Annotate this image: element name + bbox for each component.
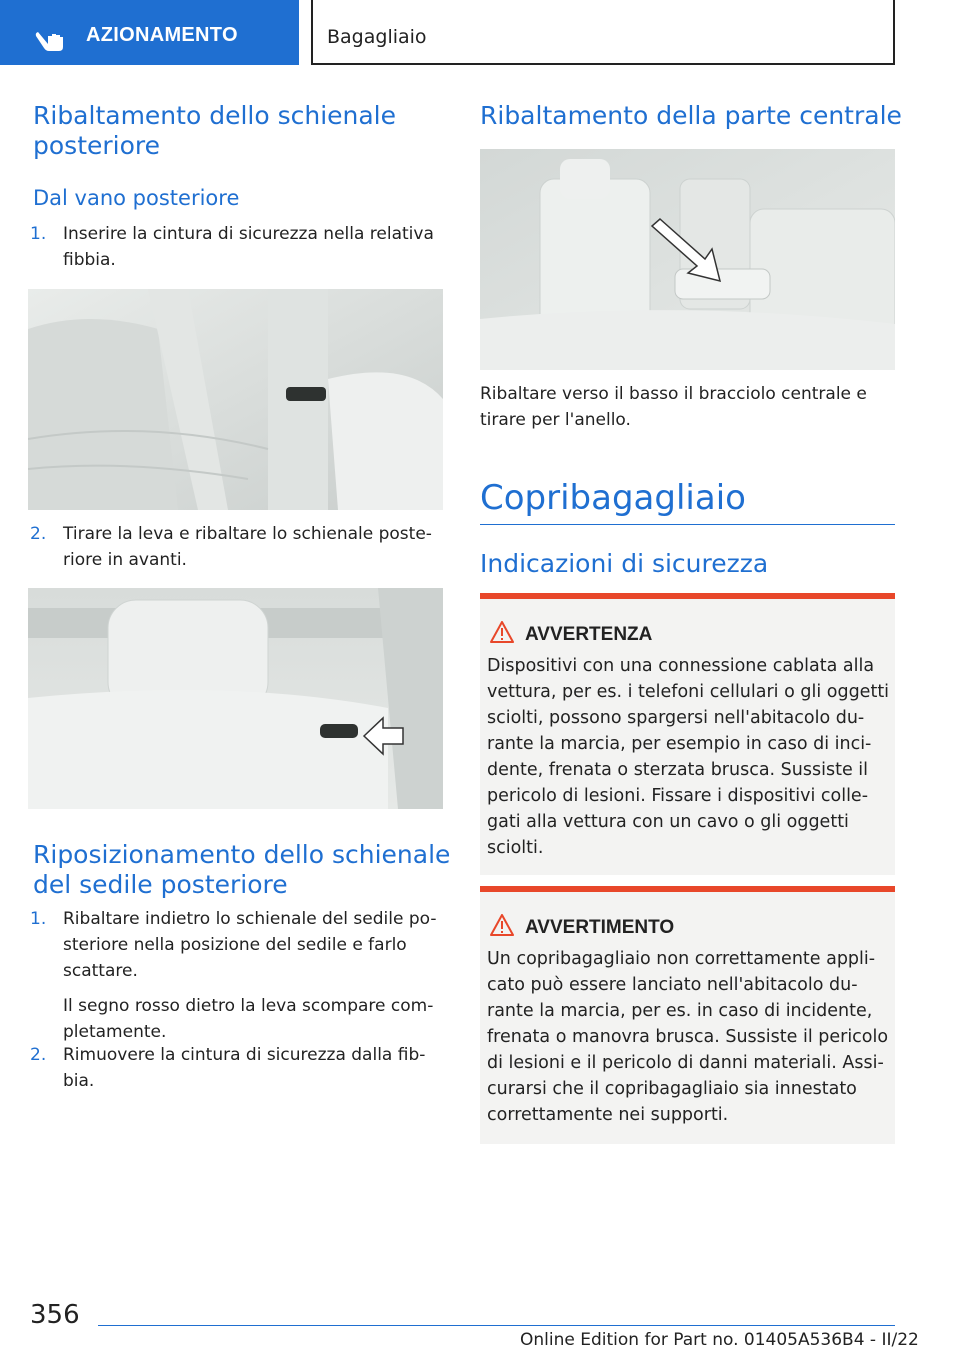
heading-riposizionamento: Riposizionamento dello schienale del sedile posteriore [33,840,451,899]
heading-ribaltamento-schienale: Ribaltamento dello schienale posteriore [33,101,397,160]
warning-box-avvertimento [480,886,895,1144]
photo-seatbelt-buckle [28,289,443,510]
subheading-vano-posteriore: Dal vano posteriore [33,186,240,210]
footer-rule [98,1325,895,1326]
chapter-rule [480,524,895,525]
warning-text: Un copribagagliaio non correttamente appli- cato può essere lanciato nell'abitacolo du- rante la marcia, per es. in caso di incidente, frenata o manovra brusca. Sussiste il pericolo di lesioni e il pericolo di danni materiali. Assi- curarsi che il copribagagliaio sia innestato correttamente nei supporti. [487,949,889,1125]
chapter-title: Copribagagliaio [480,478,746,518]
warning-triangle-icon [490,621,514,643]
warning-triangle-icon [490,914,514,936]
photo-center-armrest [480,149,895,370]
step-item: 1. Inserire la cintura di sicurezza nella relativa fibbia. [30,224,434,270]
heading-parte-centrale: Ribaltamento della parte centrale [480,101,902,130]
warning-title: AVVERTIMENTO [525,917,675,938]
warning-title: AVVERTENZA [525,624,653,645]
section-tab [0,0,299,65]
step-item: 1. Ribaltare indietro lo schienale del sedile po- steriore nella posizione del sedile e farlo scattare. Il segno rosso dietro la leva scompare com- pletamente. [30,909,437,1042]
warning-text: Dispositivi con una connessione cablata alla vettura, per es. i telefoni cellulari o gli oggetti sciolti, possono spargersi nell'abitacolo du- rante la marcia, per esempio in caso di inci- dente, frenata o sterzata brusca. Sussiste il pericolo di lesioni. Fissare i dispositivi colle- gati alla vettura con un cavo o gli oggetti sciolti. [487,656,890,858]
heading-indicazioni-sicurezza: Indicazioni di sicurezza [480,549,769,578]
subsection-box [311,0,895,65]
subsection-title: Bagagliaio [327,26,427,48]
footer-edition: Online Edition for Part no. 01405A536B4 - II/22 [520,1330,919,1350]
page-number: 356 [30,1300,80,1330]
step-item: 2. Tirare la leva e ribaltare lo schienale poste- riore in avanti. [30,524,432,570]
photo-seat-lever [28,588,443,809]
pointing-hand-icon [34,22,68,52]
caption-armrest: Ribaltare verso il basso il bracciolo centrale e tirare per l'anello. [480,384,867,430]
section-title: AZIONAMENTO [86,24,238,46]
step-item: 2. Rimuovere la cintura di sicurezza dalla fib- bia. [30,1045,426,1091]
warning-box-avvertenza [480,593,895,875]
